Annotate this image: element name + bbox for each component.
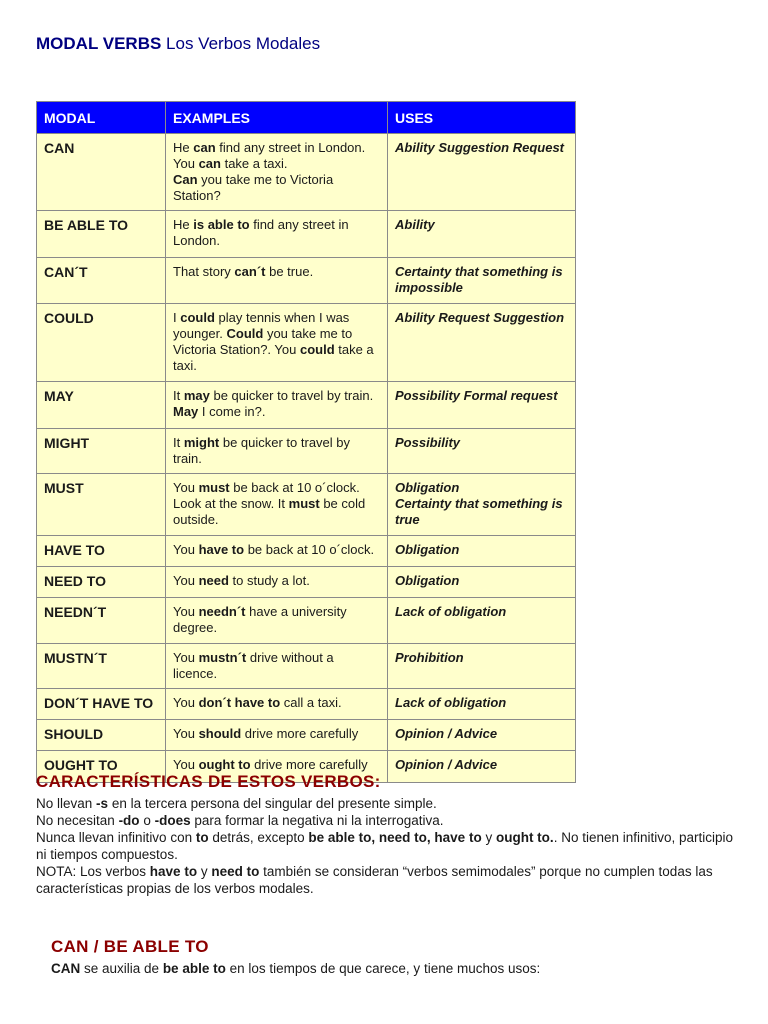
text: It	[173, 435, 184, 450]
example-line	[173, 604, 380, 636]
modal-cell: DON´T HAVE TO	[37, 689, 166, 720]
bold-text: should	[198, 726, 242, 741]
example-line	[173, 480, 380, 496]
uses-cell	[388, 536, 576, 567]
bold-text: need to	[211, 864, 260, 879]
text: se auxilia de	[80, 961, 163, 976]
use-line: Ability Suggestion Request	[395, 140, 565, 155]
text: o	[139, 813, 155, 828]
title-bold: MODAL VERBS	[36, 34, 162, 53]
example-line	[173, 573, 380, 589]
uses-cell	[388, 598, 576, 644]
uses-cell	[388, 689, 576, 720]
text: He	[173, 140, 194, 155]
examples-cell	[166, 382, 388, 429]
bold-text: -does	[154, 813, 191, 828]
text: take a taxi.	[173, 342, 374, 373]
bold-text: can	[193, 140, 216, 155]
use-line: Possibility Formal request	[395, 388, 558, 403]
uses-cell	[388, 474, 576, 536]
modal-verbs-table	[36, 101, 576, 783]
text: be back at 10 o´clock.	[229, 480, 360, 495]
examples-cell	[166, 598, 388, 644]
examples-cell	[166, 474, 388, 536]
bold-text: can	[198, 156, 221, 171]
modal-cell: CAN´T	[37, 258, 166, 304]
modal-cell: MUST	[37, 474, 166, 536]
uses-cell	[388, 567, 576, 598]
bold-text: must	[288, 496, 320, 511]
text: en la tercera persona del singular del presente simple.	[108, 796, 437, 811]
example-line	[173, 404, 380, 420]
bold-text: may	[183, 388, 210, 403]
bold-text: May	[173, 404, 199, 419]
modal-cell: COULD	[37, 304, 166, 382]
text: y	[481, 830, 496, 845]
examples-cell	[166, 536, 388, 567]
modal-cell: MIGHT	[37, 429, 166, 474]
table-row	[37, 304, 576, 382]
examples-cell	[166, 211, 388, 258]
bold-text: CAN	[51, 961, 81, 976]
text: No llevan	[36, 796, 97, 811]
feature-paragraph	[36, 863, 736, 897]
text: I come in?.	[198, 404, 266, 419]
bold-text: is able to	[193, 217, 250, 232]
text: you take me to Victoria Station?	[173, 172, 334, 203]
bold-text: be able to, need to, have to	[308, 830, 482, 845]
example-line	[173, 156, 380, 172]
bold-text: could	[180, 310, 215, 325]
example-line	[173, 435, 380, 467]
modal-cell: SHOULD	[37, 720, 166, 751]
text: be cold outside.	[173, 496, 366, 527]
modal-cell: OUGHT TO	[37, 751, 166, 783]
examples-cell	[166, 134, 388, 211]
title-rest: Los Verbos Modales	[166, 34, 321, 53]
text: y	[197, 864, 212, 879]
examples-cell	[166, 304, 388, 382]
uses-cell	[388, 644, 576, 689]
table-row	[37, 134, 576, 211]
features-heading: CARACTERÍSTICAS DE ESTOS VERBOS:	[36, 772, 381, 791]
bold-text: could	[299, 342, 335, 357]
examples-cell	[166, 644, 388, 689]
example-line	[173, 264, 380, 280]
text: You	[173, 650, 199, 665]
table-row	[37, 474, 576, 536]
use-line: Lack of obligation	[395, 604, 507, 619]
bold-text: have to	[149, 864, 198, 879]
feature-paragraph	[36, 829, 736, 863]
feature-paragraph	[36, 795, 736, 812]
examples-cell	[166, 689, 388, 720]
bold-text: must	[198, 480, 230, 495]
table-header-row	[37, 102, 576, 134]
uses-cell	[388, 211, 576, 258]
can-section-body	[51, 960, 751, 977]
features-body	[36, 795, 736, 897]
examples-cell	[166, 720, 388, 751]
text: Nunca llevan infinitivo con	[36, 830, 196, 845]
example-line	[173, 650, 380, 682]
text: be quicker to travel by train.	[173, 435, 351, 466]
text: You	[173, 573, 199, 588]
bold-text: Can	[173, 172, 198, 187]
table-row	[37, 382, 576, 429]
text: play tennis when I was younger.	[173, 310, 350, 341]
text: be true.	[265, 264, 314, 279]
use-line: Certainty that something is true	[395, 496, 563, 527]
bold-text: don´t have to	[198, 695, 281, 710]
modal-cell: MUSTN´T	[37, 644, 166, 689]
uses-cell	[388, 382, 576, 429]
header-modal: MODAL	[37, 102, 166, 134]
text: You	[173, 604, 199, 619]
can-section-heading: CAN / BE ABLE TO	[51, 937, 209, 956]
examples-cell	[166, 258, 388, 304]
table-row	[37, 689, 576, 720]
modal-cell: HAVE TO	[37, 536, 166, 567]
example-line	[173, 542, 380, 558]
table-row	[37, 720, 576, 751]
text: You	[173, 757, 199, 772]
feature-paragraph	[36, 812, 736, 829]
bold-text: need	[198, 573, 229, 588]
example-line	[173, 496, 380, 528]
page-title	[36, 34, 320, 54]
text: para formar la negativa ni la interrogativa.	[190, 813, 444, 828]
bold-text: ought to.	[495, 830, 554, 845]
example-line	[173, 757, 380, 773]
example-line	[173, 726, 380, 742]
bold-text: might	[183, 435, 220, 450]
text: I	[173, 310, 181, 325]
uses-cell	[388, 720, 576, 751]
text: find any street in London.	[215, 140, 366, 155]
example-line	[173, 140, 380, 156]
text: también se consideran “verbos semimodales” porque no cumplen todas las características propias de los verbos modales.	[36, 864, 713, 896]
use-line: Prohibition	[395, 650, 464, 665]
text: Look at the snow. It	[173, 496, 289, 511]
table-row	[37, 598, 576, 644]
text: en los tiempos de que carece, y tiene muchos usos:	[225, 961, 541, 976]
modal-cell: NEED TO	[37, 567, 166, 598]
uses-cell	[388, 304, 576, 382]
text: be back at 10 o´clock.	[244, 542, 375, 557]
text: You	[173, 156, 199, 171]
bold-text: be able to	[162, 961, 226, 976]
text: You	[173, 726, 199, 741]
header-uses: USES	[388, 102, 576, 134]
example-line	[173, 310, 380, 374]
bold-text: mustn´t	[198, 650, 247, 665]
bold-text: -s	[96, 796, 109, 811]
use-line: Ability	[395, 217, 435, 232]
table-row	[37, 644, 576, 689]
can-paragraph	[51, 960, 751, 977]
table-row	[37, 429, 576, 474]
text: drive without a licence.	[173, 650, 334, 681]
text: be quicker to travel by train.	[209, 388, 374, 403]
text: It	[173, 388, 184, 403]
bold-text: -do	[118, 813, 140, 828]
text: drive more carefully	[241, 726, 359, 741]
text: You	[173, 542, 199, 557]
example-line	[173, 217, 380, 249]
table-row	[37, 211, 576, 258]
uses-cell	[388, 751, 576, 783]
use-line: Opinion / Advice	[395, 757, 498, 772]
uses-cell	[388, 258, 576, 304]
modal-cell: MAY	[37, 382, 166, 429]
text: call a taxi.	[280, 695, 342, 710]
text: You	[173, 480, 199, 495]
text: NOTA: Los verbos	[36, 864, 150, 879]
table-row	[37, 567, 576, 598]
text: have a university degree.	[173, 604, 347, 635]
bold-text: ought to	[198, 757, 251, 772]
text: That story	[173, 264, 235, 279]
header-examples: EXAMPLES	[166, 102, 388, 134]
text: to study a lot.	[228, 573, 310, 588]
example-line	[173, 388, 380, 404]
modal-cell: CAN	[37, 134, 166, 211]
modal-cell: BE ABLE TO	[37, 211, 166, 258]
use-line: Obligation	[395, 480, 460, 495]
use-line: Obligation	[395, 542, 460, 557]
bold-text: Could	[226, 326, 264, 341]
table-body	[37, 134, 576, 783]
examples-cell	[166, 567, 388, 598]
use-line: Certainty that something is impossible	[395, 264, 563, 295]
text: . No tienen infinitivo, participio ni tiempos compuestos.	[36, 830, 734, 862]
table-row	[37, 258, 576, 304]
example-line	[173, 695, 380, 711]
examples-cell	[166, 429, 388, 474]
use-line: Obligation	[395, 573, 460, 588]
text: He	[173, 217, 194, 232]
uses-cell	[388, 134, 576, 211]
table-row	[37, 536, 576, 567]
uses-cell	[388, 429, 576, 474]
use-line: Possibility	[395, 435, 461, 450]
bold-text: to	[195, 830, 209, 845]
bold-text: have to	[198, 542, 245, 557]
use-line: Ability Request Suggestion	[395, 310, 565, 325]
bold-text: can´t	[234, 264, 266, 279]
text: detrás, excepto	[208, 830, 309, 845]
example-line	[173, 172, 380, 204]
text: take a taxi.	[220, 156, 288, 171]
text: you take me to Victoria Station?. You	[173, 326, 353, 357]
use-line: Lack of obligation	[395, 695, 507, 710]
modal-cell: NEEDN´T	[37, 598, 166, 644]
text: find any street in London.	[173, 217, 349, 248]
text: drive more carefully	[250, 757, 368, 772]
text: You	[173, 695, 199, 710]
text: No necesitan	[36, 813, 119, 828]
use-line: Opinion / Advice	[395, 726, 498, 741]
bold-text: needn´t	[198, 604, 246, 619]
